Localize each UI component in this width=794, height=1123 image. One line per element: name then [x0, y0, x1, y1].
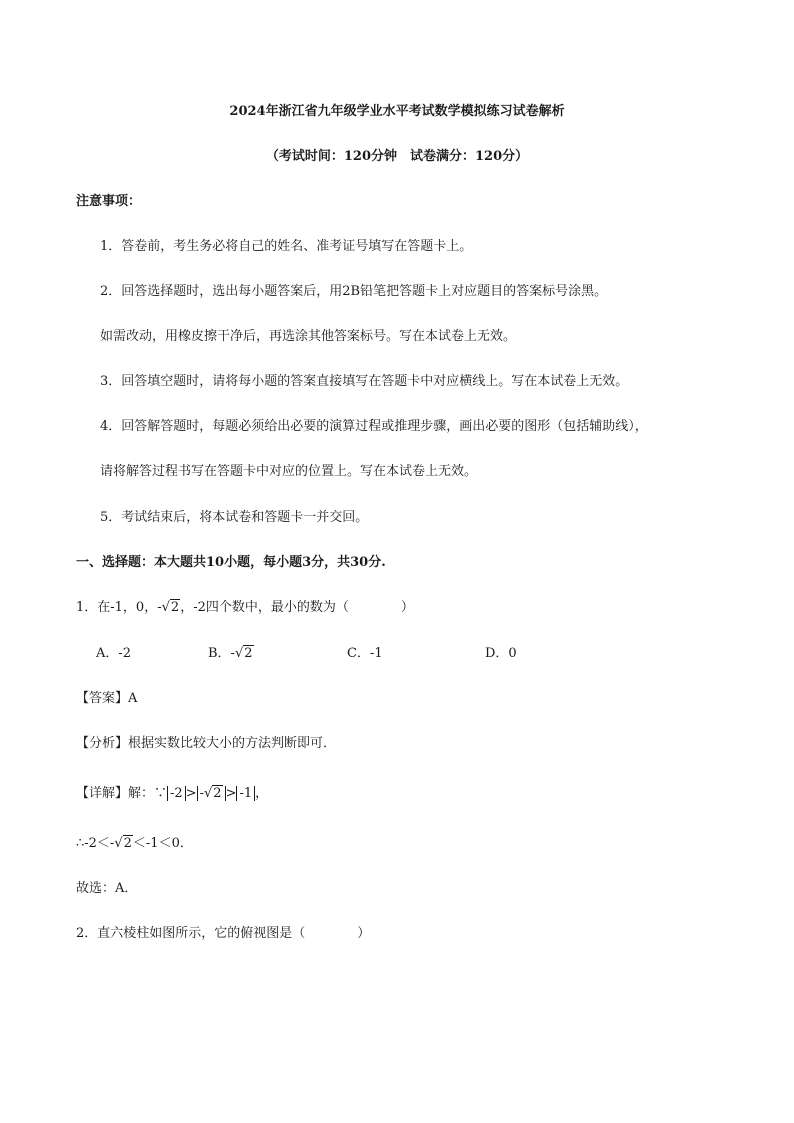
question-2-stem: 2．直六棱柱如图所示，它的俯视图是（ ）	[76, 926, 371, 941]
stem-text: 1．在-1，0，	[76, 600, 158, 615]
radical-icon: √	[234, 646, 244, 661]
absolute-value: -1	[236, 786, 255, 801]
detail-suffix: ，	[255, 786, 269, 801]
sqrt-expression	[162, 600, 181, 616]
radical-icon: √	[161, 600, 170, 615]
minus-sign: -	[199, 786, 204, 801]
inequality-chain	[76, 836, 193, 852]
option-label: B．-	[208, 646, 235, 661]
option-d: D．0	[485, 646, 517, 661]
stem-text: ，-2四个数中，最小的数为（ ）	[180, 600, 414, 615]
detail-prefix: 【详解】解：∵	[76, 786, 168, 801]
absolute-value: -2	[167, 786, 186, 801]
question-1-stem	[76, 600, 414, 616]
notice-heading: 注意事项：	[76, 194, 142, 209]
answer-line: 【答案】A	[76, 691, 138, 706]
radical-icon: √	[114, 836, 123, 851]
sqrt-expression	[204, 786, 223, 802]
radicand: 2	[170, 600, 180, 615]
greater-than: >	[185, 786, 197, 801]
notice-item: 3．回答填空题时，请将每小题的答案直接填写在答题卡中对应横线上。写在本试卷上无效。	[100, 374, 629, 389]
detail-line	[76, 786, 268, 802]
radical-icon: √	[204, 786, 213, 801]
radicand: 2	[244, 646, 253, 661]
page-title: 2024年浙江省九年级学业水平考试数学模拟练习试卷解析	[229, 104, 565, 119]
radicand: 2	[213, 786, 222, 801]
minus-sign: -	[157, 600, 162, 615]
option-b	[208, 646, 254, 662]
analysis-line: 【分析】根据实数比较大小的方法判断即可．	[76, 736, 337, 751]
chain-text: ＜-1＜0．	[132, 836, 193, 851]
notice-item: 4．回答解答题时，每题必须给出必要的演算过程或推理步骤，画出必要的图形（包括辅助线），	[100, 419, 648, 434]
notice-item: 2．回答选择题时，选出每小题答案后，用2B铅笔把答题卡上对应题目的答案标号涂黑。	[100, 284, 608, 299]
notice-item: 请将解答过程书写在答题卡中对应的位置上。写在本试卷上无效。	[100, 464, 478, 479]
sqrt-expression	[235, 646, 254, 662]
sqrt-expression	[114, 836, 133, 852]
chain-text: ∴-2＜-	[76, 836, 115, 851]
absolute-value	[197, 786, 226, 801]
choice-line: 故选：A．	[76, 881, 138, 896]
section-heading: 一、选择题：本大题共10小题，每小题3分，共30分.	[76, 555, 386, 570]
notice-item: 5．考试结束后，将本试卷和答题卡一并交回。	[100, 510, 369, 525]
page-subtitle: （考试时间：120分钟 试卷满分：120分）	[265, 149, 529, 164]
option-a: A．-2	[96, 646, 132, 661]
greater-than: >	[225, 786, 237, 801]
option-c: C．-1	[347, 646, 383, 661]
radicand: 2	[123, 836, 132, 851]
notice-item: 1．答卷前，考生务必将自己的姓名、准考证号填写在答题卡上。	[100, 239, 473, 254]
notice-item: 如需改动，用橡皮擦干净后，再选涂其他答案标号。写在本试卷上无效。	[100, 329, 517, 344]
